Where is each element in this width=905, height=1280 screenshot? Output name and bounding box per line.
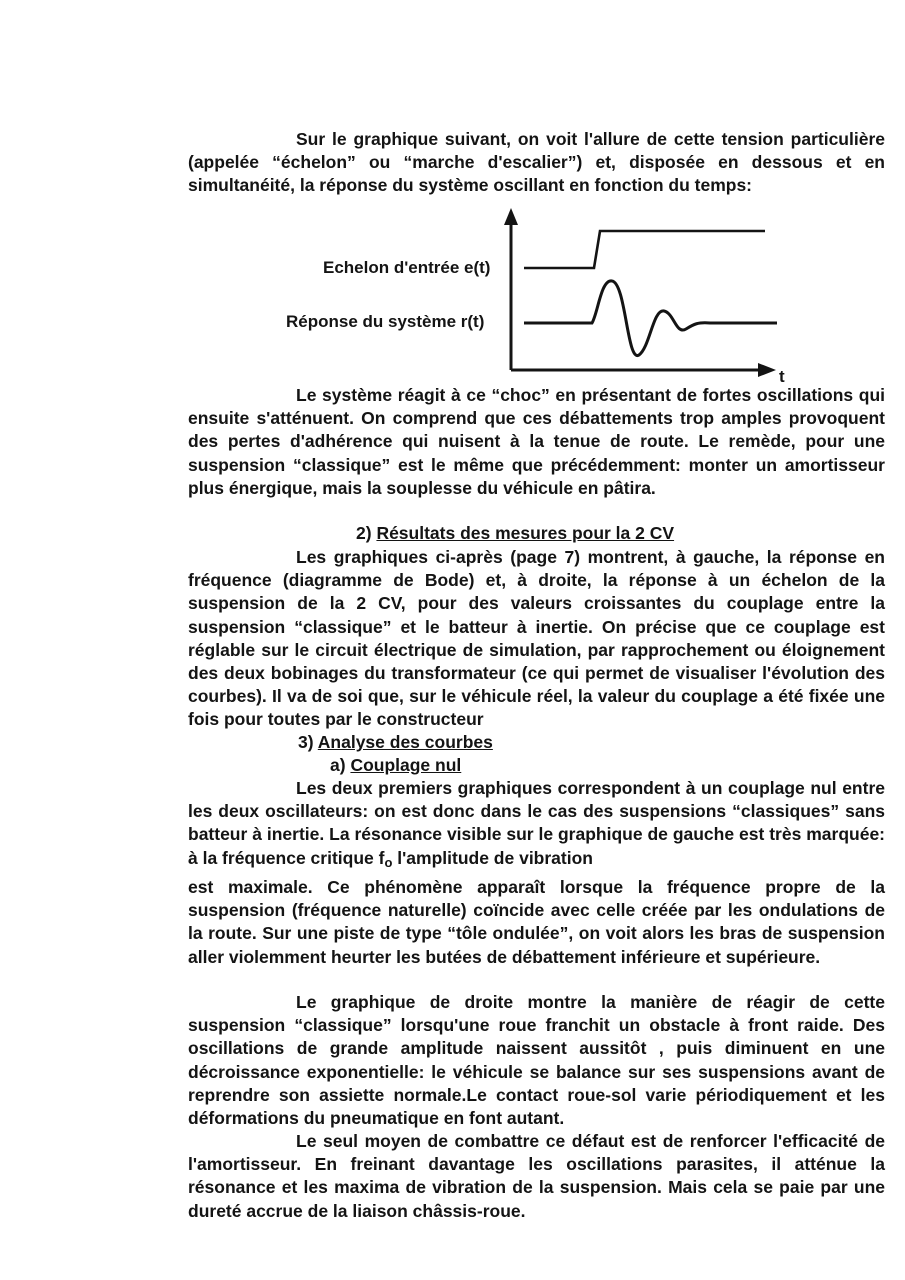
couplage-nul-continued: est maximale. Ce phénomène apparaît lorsque la fréquence propre de la suspension (fréquence naturelle) coïncide avec celle créée par les ondulations de la route. Sur une piste de type “tôle ondulée”, on voit alors les bras de suspension aller violemment heurter les butées de débattement inférieure et supérieure. <box>188 877 885 967</box>
mesures-paragraph: Les graphiques ci-après (page 7) montrent, à gauche, la réponse en fréquence (diagramme de Bode) et, à droite, la réponse à un échelon de la suspension de la 2 CV, pour des valeurs croissantes du couplage entre la suspension “classique” et le batteur à inertie. On précise que ce couplage est réglable sur le circuit électrique de simulation, par rapprochement ou éloignement des deux bobinages du transformateur (ce qui permet de visualiser l'évolution des courbes). Il va de soi que, sur le véhicule réel, la valeur du couplage a été fixée une fois pour toutes par le constructeur <box>188 547 885 730</box>
time-axis-arrow <box>758 363 776 377</box>
vertical-axis-arrow <box>504 208 518 225</box>
intro-paragraph: Sur le graphique suivant, on voit l'allure de cette tension particulière (appelée “échelon” ou “marche d'escalier”) et, disposée en dessous et en simultanéité, la réponse du système oscillant en fonction du temps: <box>188 129 885 196</box>
system-response-curve <box>524 281 777 356</box>
choc-paragraph: Le système réagit à ce “choc” en présentant de fortes oscillations qui ensuite s'atténuent. On comprend que ces débattements trop amples provoquent des pertes d'adhérence qui nuisent à la tenue de route. Le remède, pour une suspension “classique” est le même que précédemment: monter un amortisseur plus énergique, mais la souplesse du véhicule en pâtira. <box>188 385 885 498</box>
section-3a-heading: a) Couplage nul <box>330 755 462 775</box>
response-label: Réponse du système r(t) <box>286 312 485 331</box>
section-2-heading: 2) Résultats des mesures pour la 2 CV <box>356 523 675 543</box>
step-response-diagram <box>180 205 820 390</box>
f0-symbol: fo <box>378 847 393 870</box>
couplage-nul-paragraph: Les deux premiers graphiques correspondent à un couplage nul entre les deux oscillateurs: on est donc dans le cas des suspensions “classiques” sans batteur à inertie. La résonance visible sur le graphique de gauche est très marquée: à la fréquence critique fo l'amplitude de vibration <box>188 778 885 870</box>
input-step-curve <box>524 231 765 268</box>
section-3-heading: 3) Analyse des courbes <box>298 732 493 752</box>
seul-moyen-paragraph: Le seul moyen de combattre ce défaut est de renforcer l'efficacité de l'amortisseur. En freinant davantage les oscillations parasites, il atténue la résonance et les maxima de vibration de la suspension. Mais cela se paie par une dureté accrue de la liaison châssis-roue. <box>188 1131 885 1221</box>
diagram-graphic <box>180 205 820 390</box>
time-axis-label: t <box>779 367 785 386</box>
input-step-label: Echelon d'entrée e(t) <box>323 258 491 277</box>
graphique-droite-paragraph: Le graphique de droite montre la manière de réagir de cette suspension “classique” lorsqu'une roue franchit un obstacle à front raide. Des oscillations de grande amplitude naissent aussitôt , puis diminuent en une décroissance exponentielle: le véhicule se balance sur ses suspensions avant de reprendre son assiette normale.Le contact roue-sol varie périodiquement et les déformations du pneumatique en font autant. <box>188 992 885 1129</box>
